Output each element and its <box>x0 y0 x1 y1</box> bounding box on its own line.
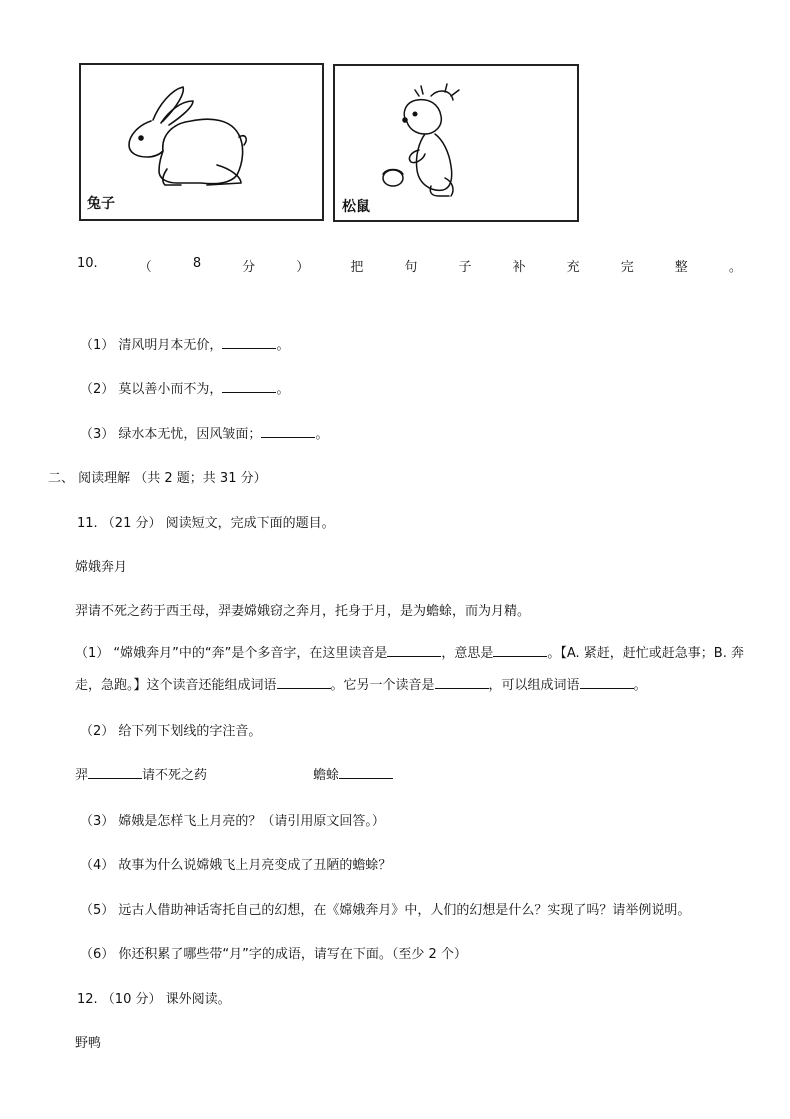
answer-blank[interactable] <box>222 380 276 393</box>
q11-part-2: （2） 给下列下划线的字注音。 <box>80 724 262 739</box>
q10-item-2: （2） 莫以善小而不为， 。 <box>80 382 290 397</box>
squirrel-icon <box>335 66 577 220</box>
answer-blank[interactable] <box>339 766 393 779</box>
story-title-wild-duck: 野鸭 <box>75 1036 102 1051</box>
section-2-title: 二、 阅读理解 （共 2 题；共 31 分） <box>48 471 267 486</box>
answer-blank[interactable] <box>580 676 634 689</box>
q11-part-5: （5） 远古人借助神话寄托自己的幻想，在《嫦娥奔月》中，人们的幻想是什么？实现了吗？请举例说明。 <box>80 903 691 918</box>
question-11-title: 11. （21 分） 阅读短文，完成下面的题目。 <box>77 516 335 531</box>
q10-token: 子 <box>458 260 472 275</box>
q10-token: 补 <box>512 260 526 275</box>
answer-blank[interactable] <box>493 644 547 657</box>
q11-part-6: （6） 你还积累了哪些带“月”字的成语，请写在下面。（至少 2 个） <box>80 947 467 962</box>
story-title-change: 嫦娥奔月 <box>75 560 128 575</box>
answer-blank[interactable] <box>261 425 315 438</box>
rabbit-picture <box>79 63 324 221</box>
squirrel-picture <box>333 64 579 222</box>
q11-part-4: （4） 故事为什么说嫦娥飞上月亮变成了丑陋的蟾蜍？ <box>80 858 392 873</box>
q10-token: ） <box>296 260 310 275</box>
q10-token: 8 <box>192 256 202 271</box>
q10-token: 充 <box>566 260 580 275</box>
q10-token: 把 <box>350 260 364 275</box>
q10-token: 完 <box>620 260 634 275</box>
q11-part-1: （1） “嫦娥奔月”中的“奔”是个多音字，在这里读音是 ，意思是 。【A. 紧赶，赶忙或赶急事；B. 奔走，急跑。】这个读音还能组成词语 。它另一个读音是 ，可以组成词语 。 <box>75 646 744 693</box>
pinyin-item-1: 羿 请不死之药 <box>75 768 208 783</box>
q10-token: 。 <box>728 260 742 275</box>
rabbit-label: 兔子 <box>87 196 115 212</box>
q11-part-3: （3） 嫦娥是怎样飞上月亮的？（请引用原文回答。） <box>80 814 385 829</box>
story-text: 羿请不死之药于西王母，羿妻嫦娥窃之奔月，托身于月，是为蟾蜍，而为月精。 <box>75 604 531 619</box>
q10-token: 句 <box>404 260 418 275</box>
pinyin-item-2: 蟾蜍 <box>313 764 393 783</box>
q10-token: 10. <box>77 256 98 271</box>
answer-blank[interactable] <box>277 676 331 689</box>
squirrel-label: 松鼠 <box>342 199 370 215</box>
question-12-title: 12. （10 分） 课外阅读。 <box>77 992 231 1007</box>
q10-item-1: （1） 清风明月本无价， 。 <box>80 338 290 353</box>
answer-blank[interactable] <box>387 644 441 657</box>
answer-blank[interactable] <box>435 676 489 689</box>
answer-blank[interactable] <box>88 766 142 779</box>
q10-token: 分 <box>242 260 256 275</box>
rabbit-icon <box>81 65 322 219</box>
answer-blank[interactable] <box>222 336 276 349</box>
question-10-title <box>77 256 742 275</box>
q10-token: 整 <box>674 260 688 275</box>
q10-token: （ <box>138 260 152 275</box>
q10-item-3: （3） 绿水本无忧，因风皱面； 。 <box>80 427 329 442</box>
